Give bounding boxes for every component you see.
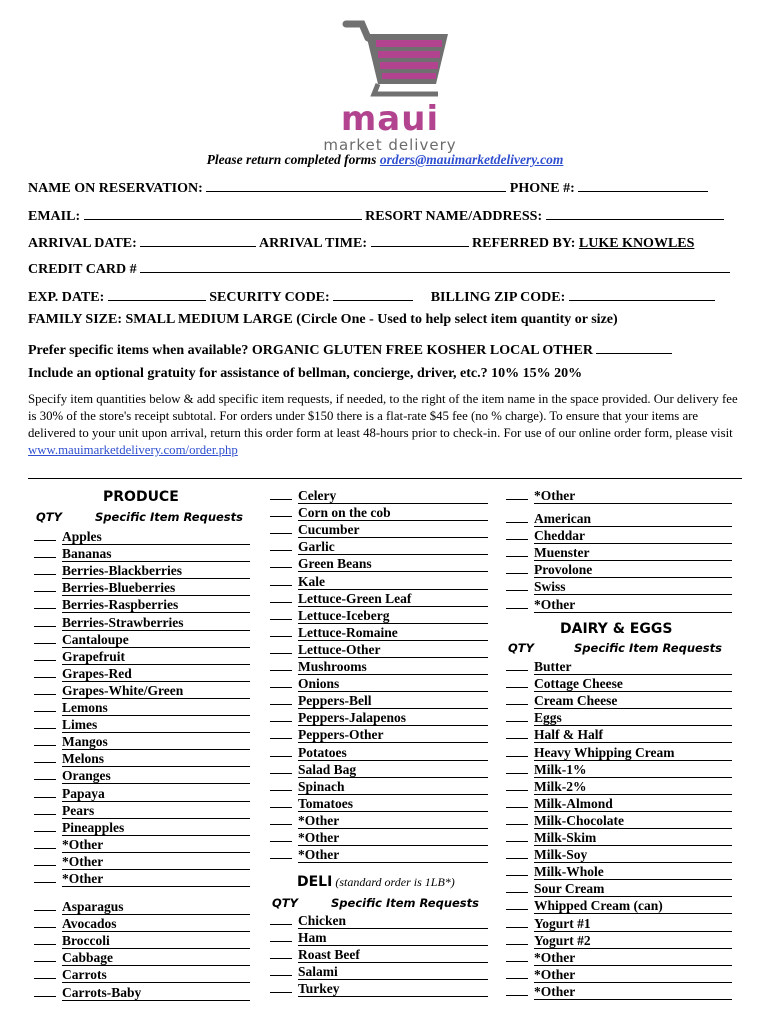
qty-field[interactable] (506, 526, 528, 540)
qty-field[interactable] (34, 561, 56, 575)
gratuity: Include an optional gratuity for assistance of bellman, concierge, driver, etc.? 10% 15% 20% (28, 366, 583, 381)
item-name[interactable]: *Other (534, 984, 732, 1000)
list-item (270, 640, 488, 657)
item-name[interactable]: Bananas (62, 546, 250, 562)
list-item (506, 777, 732, 794)
list-item (506, 760, 732, 777)
item-name[interactable]: *Other (534, 597, 732, 613)
item-name[interactable]: Berries-Blackberries (62, 563, 250, 579)
credit-card-field[interactable] (140, 258, 730, 273)
qty-field[interactable] (270, 794, 292, 808)
qty-field[interactable] (506, 965, 528, 979)
list-item (270, 572, 488, 589)
item-name[interactable]: Swiss (534, 579, 732, 595)
referred-label: REFERRED BY: (472, 236, 576, 251)
item-name[interactable]: Avocados (62, 916, 250, 932)
exp-security-zip-row (28, 286, 742, 306)
item-name[interactable]: Cucumber (298, 522, 488, 538)
dairy-qty-header: QTY (508, 641, 534, 655)
list-item (506, 674, 732, 691)
item-name[interactable]: Mushrooms (298, 659, 488, 675)
family-size: FAMILY SIZE: SMALL MEDIUM LARGE (Circle One - Used to help select item quantity or size) (28, 312, 618, 327)
item-name[interactable]: Tomatoes (298, 796, 488, 812)
item-name[interactable]: *Other (298, 847, 488, 863)
item-name[interactable]: Salami (298, 964, 488, 980)
deli-note: (standard order is 1LB*) (332, 875, 455, 889)
list-item (270, 708, 488, 725)
list-item (34, 647, 250, 664)
resort-field[interactable] (546, 205, 724, 220)
list-item (270, 503, 488, 520)
security-code-field[interactable] (333, 286, 413, 301)
item-name[interactable]: Grapefruit (62, 649, 250, 665)
qty-field[interactable] (506, 560, 528, 574)
list-item (270, 589, 488, 606)
item-name[interactable]: Grapes-Red (62, 666, 250, 682)
item-name[interactable]: *Other (62, 871, 250, 887)
item-name[interactable]: Papaya (62, 786, 250, 802)
item-name[interactable]: Lettuce-Romaine (298, 625, 488, 641)
list-item (506, 845, 732, 862)
list-item (34, 983, 250, 1000)
qty-field[interactable] (34, 630, 56, 644)
item-name[interactable]: Corn on the cob (298, 505, 488, 521)
billing-zip-field[interactable] (569, 286, 715, 301)
list-item (506, 948, 732, 965)
item-name[interactable]: Berries-Blueberries (62, 580, 250, 596)
qty-field[interactable] (34, 664, 56, 678)
item-name[interactable]: Salad Bag (298, 762, 488, 778)
list-item (34, 578, 250, 595)
qty-field[interactable] (506, 828, 528, 842)
list-item (506, 509, 732, 526)
item-name[interactable]: Apples (62, 529, 250, 545)
list-item (270, 979, 488, 996)
qty-field[interactable] (270, 828, 292, 842)
prefer-other-field[interactable] (596, 339, 672, 354)
item-name[interactable]: Milk-1% (534, 762, 732, 778)
item-name[interactable]: Lettuce-Green Leaf (298, 591, 488, 607)
qty-field[interactable] (270, 657, 292, 671)
item-name[interactable]: Garlic (298, 539, 488, 555)
list-item (506, 657, 732, 674)
qty-field[interactable] (270, 503, 292, 517)
item-name[interactable]: *Other (534, 488, 732, 504)
qty-field[interactable] (34, 784, 56, 798)
list-item (270, 657, 488, 674)
qty-field[interactable] (270, 777, 292, 791)
list-item (34, 732, 250, 749)
item-name[interactable]: Milk-Soy (534, 847, 732, 863)
list-item (34, 818, 250, 835)
list-item (270, 725, 488, 742)
item-name[interactable]: Pineapples (62, 820, 250, 836)
qty-field[interactable] (270, 845, 292, 859)
qty-field[interactable] (506, 862, 528, 876)
arrival-time-field[interactable] (371, 232, 469, 247)
qty-field[interactable] (34, 869, 56, 883)
list-item (506, 896, 732, 913)
list-item (34, 527, 250, 544)
list-item (506, 982, 732, 999)
qty-field[interactable] (34, 835, 56, 849)
item-name[interactable]: Grapes-White/Green (62, 683, 250, 699)
qty-field[interactable] (34, 852, 56, 866)
list-item (270, 674, 488, 691)
list-item (270, 777, 488, 794)
list-item (34, 784, 250, 801)
qty-field[interactable] (506, 674, 528, 688)
return-email-link[interactable]: orders@mauimarketdelivery.com (379, 152, 564, 167)
item-name[interactable]: Oranges (62, 768, 250, 784)
item-name[interactable]: Lettuce-Other (298, 642, 488, 658)
qty-field[interactable] (506, 896, 528, 910)
qty-field[interactable] (506, 760, 528, 774)
qty-field[interactable] (270, 945, 292, 959)
qty-field[interactable] (506, 725, 528, 739)
item-name[interactable]: *Other (62, 837, 250, 853)
specific-header: Specific Item Requests (95, 510, 243, 524)
list-item (270, 760, 488, 777)
list-item (270, 911, 488, 928)
qty-field[interactable] (34, 931, 56, 945)
qty-field[interactable] (270, 691, 292, 705)
list-item (506, 828, 732, 845)
list-item (270, 811, 488, 828)
item-name[interactable]: Milk-Whole (534, 864, 732, 880)
list-item (34, 869, 250, 886)
return-instructions (0, 152, 770, 168)
item-name[interactable]: Milk-Chocolate (534, 813, 732, 829)
exp-date-field[interactable] (108, 286, 206, 301)
qty-field[interactable] (270, 928, 292, 942)
list-item (506, 862, 732, 879)
item-name[interactable]: Carrots-Baby (62, 985, 250, 1001)
list-item (506, 577, 732, 594)
qty-field[interactable] (506, 657, 528, 671)
qty-field[interactable] (506, 794, 528, 808)
qty-field[interactable] (506, 879, 528, 893)
shopping-cart-icon (342, 18, 452, 108)
item-name[interactable]: *Other (534, 950, 732, 966)
item-name[interactable]: Provolone (534, 562, 732, 578)
item-name[interactable]: Cantaloupe (62, 632, 250, 648)
item-name[interactable]: Celery (298, 488, 488, 504)
item-name[interactable]: Milk-2% (534, 779, 732, 795)
qty-field[interactable] (34, 527, 56, 541)
item-name[interactable]: Heavy Whipping Cream (534, 745, 732, 761)
qty-field[interactable] (270, 640, 292, 654)
list-item (34, 681, 250, 698)
list-item (270, 794, 488, 811)
qty-field[interactable] (34, 647, 56, 661)
credit-card-label: CREDIT CARD # (28, 262, 137, 277)
list-item (506, 725, 732, 742)
item-name[interactable]: Cottage Cheese (534, 676, 732, 692)
item-name[interactable]: Turkey (298, 981, 488, 997)
qty-field[interactable] (270, 962, 292, 976)
list-item (270, 486, 488, 503)
deli-title: DELI (297, 874, 333, 890)
exp-date-label: EXP. DATE: (28, 290, 105, 305)
item-name[interactable]: Half & Half (534, 727, 732, 743)
list-item (506, 811, 732, 828)
phone-field[interactable] (578, 177, 708, 192)
dairy-title: DAIRY & EGGS (560, 621, 673, 637)
item-name[interactable]: Asparagus (62, 899, 250, 915)
list-item (506, 879, 732, 896)
list-item (34, 749, 250, 766)
qty-field[interactable] (506, 948, 528, 962)
prefer-items-text: Prefer specific items when available? ORGANIC GLUTEN FREE KOSHER LOCAL OTHER (28, 343, 593, 358)
qty-field[interactable] (506, 509, 528, 523)
item-name[interactable]: Limes (62, 717, 250, 733)
qty-field[interactable] (34, 544, 56, 558)
item-name[interactable]: Lemons (62, 700, 250, 716)
list-item (270, 928, 488, 945)
list-item (270, 845, 488, 862)
item-name[interactable]: Ham (298, 930, 488, 946)
qty-field[interactable] (270, 606, 292, 620)
qty-field[interactable] (506, 691, 528, 705)
item-name[interactable]: Chicken (298, 913, 488, 929)
list-item (506, 595, 732, 612)
item-name[interactable]: Kale (298, 574, 488, 590)
item-name[interactable]: Cream Cheese (534, 693, 732, 709)
list-item (270, 623, 488, 640)
item-name[interactable]: Peppers-Jalapenos (298, 710, 488, 726)
email-field[interactable] (84, 205, 362, 220)
qty-field[interactable] (506, 577, 528, 591)
list-item (34, 965, 250, 982)
list-item (506, 931, 732, 948)
qty-field[interactable] (34, 965, 56, 979)
qty-field[interactable] (34, 897, 56, 911)
brand-tagline: market delivery (323, 136, 457, 154)
qty-field[interactable] (270, 911, 292, 925)
name-field[interactable] (206, 177, 506, 192)
item-name[interactable]: Potatoes (298, 745, 488, 761)
list-item (506, 526, 732, 543)
list-item (506, 691, 732, 708)
list-item (506, 794, 732, 811)
qty-field[interactable] (34, 698, 56, 712)
qty-field[interactable] (506, 543, 528, 557)
list-item (34, 698, 250, 715)
item-name[interactable]: Cabbage (62, 950, 250, 966)
item-name[interactable]: Lettuce-Iceberg (298, 608, 488, 624)
item-name[interactable]: Berries-Raspberries (62, 597, 250, 613)
item-name[interactable]: Peppers-Bell (298, 693, 488, 709)
qty-field[interactable] (270, 572, 292, 586)
logo (290, 18, 490, 154)
qty-field[interactable] (506, 743, 528, 757)
list-item (34, 835, 250, 852)
qty-field[interactable] (34, 578, 56, 592)
qty-field[interactable] (506, 595, 528, 609)
list-item (34, 801, 250, 818)
referred-value[interactable]: LUKE KNOWLES (578, 236, 695, 251)
item-name[interactable]: *Other (62, 854, 250, 870)
list-item (34, 561, 250, 578)
item-name[interactable]: Milk-Almond (534, 796, 732, 812)
arrival-time-label: ARRIVAL TIME: (259, 236, 368, 251)
qty-field[interactable] (270, 760, 292, 774)
billing-zip-label: BILLING ZIP CODE: (430, 290, 566, 305)
qty-field[interactable] (34, 914, 56, 928)
list-item (270, 691, 488, 708)
qty-field[interactable] (506, 914, 528, 928)
deli-title-row (297, 874, 455, 890)
qty-field[interactable] (506, 845, 528, 859)
qty-field[interactable] (506, 982, 528, 996)
list-item (34, 914, 250, 931)
list-item (506, 914, 732, 931)
qty-field[interactable] (34, 681, 56, 695)
prefer-items-row (28, 339, 742, 359)
qty-field[interactable] (34, 948, 56, 962)
arrival-date-label: ARRIVAL DATE: (28, 236, 137, 251)
item-name[interactable]: *Other (298, 813, 488, 829)
arrival-row (28, 232, 742, 252)
item-name[interactable]: Whipped Cream (can) (534, 898, 732, 914)
qty-field[interactable] (270, 486, 292, 500)
dairy-specific-header: Specific Item Requests (574, 641, 722, 655)
list-item (270, 962, 488, 979)
email-label: EMAIL: (28, 209, 81, 224)
list-item (270, 554, 488, 571)
qty-field[interactable] (270, 554, 292, 568)
list-item (270, 828, 488, 845)
order-form-link[interactable]: www.mauimarketdelivery.com/order.php (28, 443, 238, 457)
return-text: Please return completed forms (206, 152, 380, 167)
credit-card-row (28, 258, 742, 278)
security-code-label: SECURITY CODE: (209, 290, 330, 305)
qty-field[interactable] (34, 983, 56, 997)
item-name[interactable]: Broccoli (62, 933, 250, 949)
list-item (34, 630, 250, 647)
item-name[interactable]: Berries-Strawberries (62, 615, 250, 631)
list-item (34, 613, 250, 630)
resort-label: RESORT NAME/ADDRESS: (365, 209, 543, 224)
name-label: NAME ON RESERVATION: (28, 181, 203, 196)
item-name[interactable]: Cheddar (534, 528, 732, 544)
item-name[interactable]: Spinach (298, 779, 488, 795)
list-item (34, 931, 250, 948)
item-name[interactable]: Onions (298, 676, 488, 692)
list-item (34, 948, 250, 965)
list-item (270, 945, 488, 962)
qty-field[interactable] (270, 979, 292, 993)
list-item (506, 743, 732, 760)
qty-field[interactable] (270, 674, 292, 688)
list-item (34, 715, 250, 732)
list-item (34, 595, 250, 612)
qty-field[interactable] (34, 715, 56, 729)
list-item (506, 965, 732, 982)
phone-label: PHONE #: (509, 181, 575, 196)
qty-field[interactable] (34, 749, 56, 763)
qty-field[interactable] (270, 537, 292, 551)
qty-field[interactable] (34, 732, 56, 746)
list-item (34, 897, 250, 914)
qty-field[interactable] (506, 931, 528, 945)
item-name[interactable]: Milk-Skim (534, 830, 732, 846)
email-resort-row (28, 205, 742, 225)
item-name[interactable]: Eggs (534, 710, 732, 726)
qty-field[interactable] (506, 777, 528, 791)
deli-qty-header: QTY (272, 896, 298, 910)
item-name[interactable]: *Other (534, 967, 732, 983)
item-name[interactable]: Roast Beef (298, 947, 488, 963)
qty-field[interactable] (34, 613, 56, 627)
qty-field[interactable] (270, 589, 292, 603)
brand-name: maui (340, 99, 440, 139)
item-name[interactable]: Peppers-Other (298, 727, 488, 743)
item-name[interactable]: Pears (62, 803, 250, 819)
qty-field[interactable] (34, 766, 56, 780)
list-item (270, 743, 488, 760)
list-item (506, 486, 732, 503)
item-name[interactable]: Yogurt #2 (534, 933, 732, 949)
item-name[interactable]: Yogurt #1 (534, 916, 732, 932)
item-name[interactable]: Butter (534, 659, 732, 675)
qty-field[interactable] (34, 595, 56, 609)
name-phone-row (28, 177, 742, 197)
item-name[interactable]: American (534, 511, 732, 527)
qty-field[interactable] (270, 708, 292, 722)
list-item (34, 852, 250, 869)
deli-specific-header: Specific Item Requests (331, 896, 479, 910)
produce-title: PRODUCE (103, 489, 179, 505)
item-name[interactable]: Carrots (62, 967, 250, 983)
arrival-date-field[interactable] (140, 232, 256, 247)
qty-field[interactable] (506, 486, 528, 500)
qty-field[interactable] (270, 811, 292, 825)
qty-field[interactable] (270, 743, 292, 757)
instructions-text: Specify item quantities below & add specific item requests, if needed, to the right of the item name in the space provided. Our delivery fee is 30% of the store's receipt subtotal. For orders under $150 there is a flat-rate $45 fee (no % charge). To ensure that your items are delivered to your unit upon arrival, return this order form at least 48-hours prior to check-in. For use of our online order form, please visit (28, 392, 738, 440)
divider (28, 478, 742, 479)
list-item (506, 708, 732, 725)
qty-field[interactable] (270, 725, 292, 739)
qty-field[interactable] (34, 818, 56, 832)
list-item (270, 606, 488, 623)
qty-header: QTY (36, 510, 62, 524)
list-item (506, 543, 732, 560)
item-name[interactable]: Melons (62, 751, 250, 767)
item-name[interactable]: Mangos (62, 734, 250, 750)
item-name[interactable]: Green Beans (298, 556, 488, 572)
qty-field[interactable] (506, 708, 528, 722)
list-item (506, 560, 732, 577)
list-item (34, 544, 250, 561)
list-item (270, 520, 488, 537)
item-name[interactable]: *Other (298, 830, 488, 846)
instructions (28, 391, 742, 459)
item-name[interactable]: Muenster (534, 545, 732, 561)
list-item (34, 766, 250, 783)
qty-field[interactable] (270, 520, 292, 534)
qty-field[interactable] (506, 811, 528, 825)
item-name[interactable]: Sour Cream (534, 881, 732, 897)
list-item (270, 537, 488, 554)
list-item (34, 664, 250, 681)
qty-field[interactable] (270, 623, 292, 637)
qty-field[interactable] (34, 801, 56, 815)
